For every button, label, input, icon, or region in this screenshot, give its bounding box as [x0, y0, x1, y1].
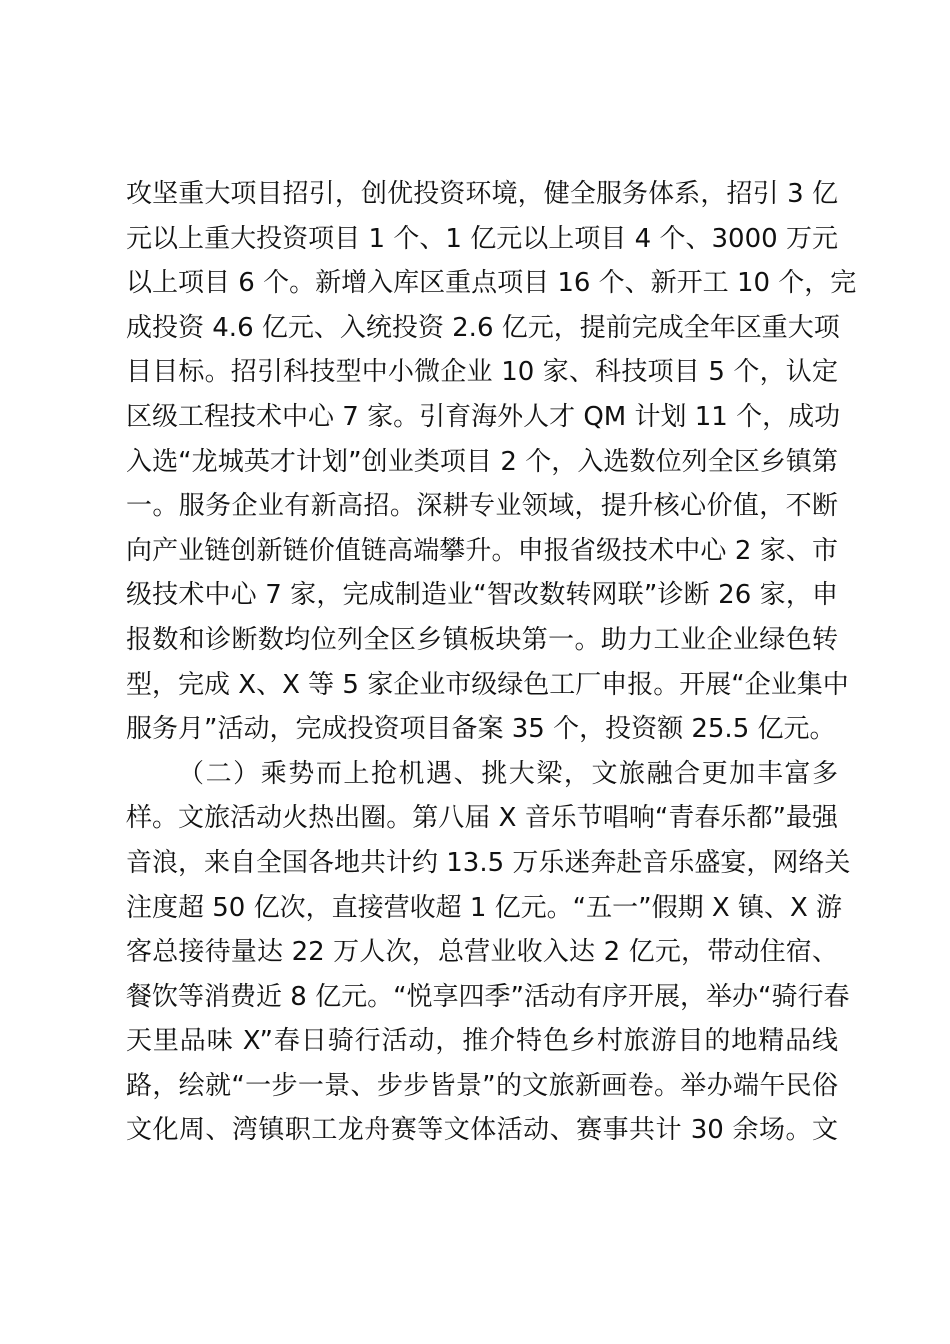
text-line: 音浪，来自全国各地共计约 13.5 万乐迷奔赴音乐盛宴，网络关	[126, 847, 851, 878]
text-line: 级技术中心 7 家，完成制造业“智改数转网联”诊断 26 家，申	[126, 580, 838, 611]
text-line: 向产业链创新链价值链高端攀升。申报省级技术中心 2 家、市	[126, 535, 838, 566]
text-line: 目目标。招引科技型中小微企业 10 家、科技项目 5 个，认定	[126, 357, 838, 388]
text-line: 餐饮等消费近 8 亿元。“悦享四季”活动有序开展，举办“骑行春	[126, 981, 850, 1012]
text-line: 客总接待量达 22 万人次，总营业收入达 2 亿元，带动住宿、	[126, 937, 838, 968]
text-line: 以上项目 6 个。新增入库区重点项目 16 个、新开工 10 个，完	[126, 268, 857, 299]
text-line: 入选“龙城英才计划”创业类项目 2 个，入选数位列全区乡镇第	[126, 446, 838, 477]
text-line: 样。文旅活动火热出圈。第八届 X 音乐节唱响“青春乐都”最强	[126, 803, 838, 834]
section-heading-line: （二）乘势而上抢机遇、挑大梁，文旅融合更加丰富多	[178, 758, 838, 789]
text-line: 区级工程技术中心 7 家。引育海外人才 QM 计划 11 个，成功	[126, 401, 841, 432]
text-line: 成投资 4.6 亿元、入统投资 2.6 亿元，提前完成全年区重大项	[126, 312, 840, 343]
text-line: 路，绘就“一步一景、步步皆景”的文旅新画卷。举办端午民俗	[126, 1070, 838, 1101]
text-line: 攻坚重大项目招引，创优投资环境，健全服务体系，招引 3 亿	[126, 179, 838, 209]
text-line: 一。服务企业有新高招。深耕专业领域，提升核心价值，不断	[126, 491, 838, 522]
text-line: 元以上重大投资项目 1 个、1 亿元以上项目 4 个、3000 万元	[126, 223, 838, 254]
text-line: 注度超 50 亿次，直接营收超 1 亿元。“五一”假期 X 镇、X 游	[126, 892, 843, 923]
body-text	[126, 172, 857, 1153]
text-line: 报数和诊断数均位列全区乡镇板块第一。助力工业企业绿色转	[126, 624, 838, 655]
text-line: 服务月”活动，完成投资项目备案 35 个，投资额 25.5 亿元。	[126, 714, 836, 745]
text-line: 天里品味 X”春日骑行活动，推介特色乡村旅游目的地精品线	[126, 1026, 838, 1057]
text-line: 型，完成 X、X 等 5 家企业市级绿色工厂申报。开展“企业集中	[126, 669, 849, 700]
text-line: 文化周、湾镇职工龙舟赛等文体活动、赛事共计 30 余场。文	[126, 1115, 838, 1146]
